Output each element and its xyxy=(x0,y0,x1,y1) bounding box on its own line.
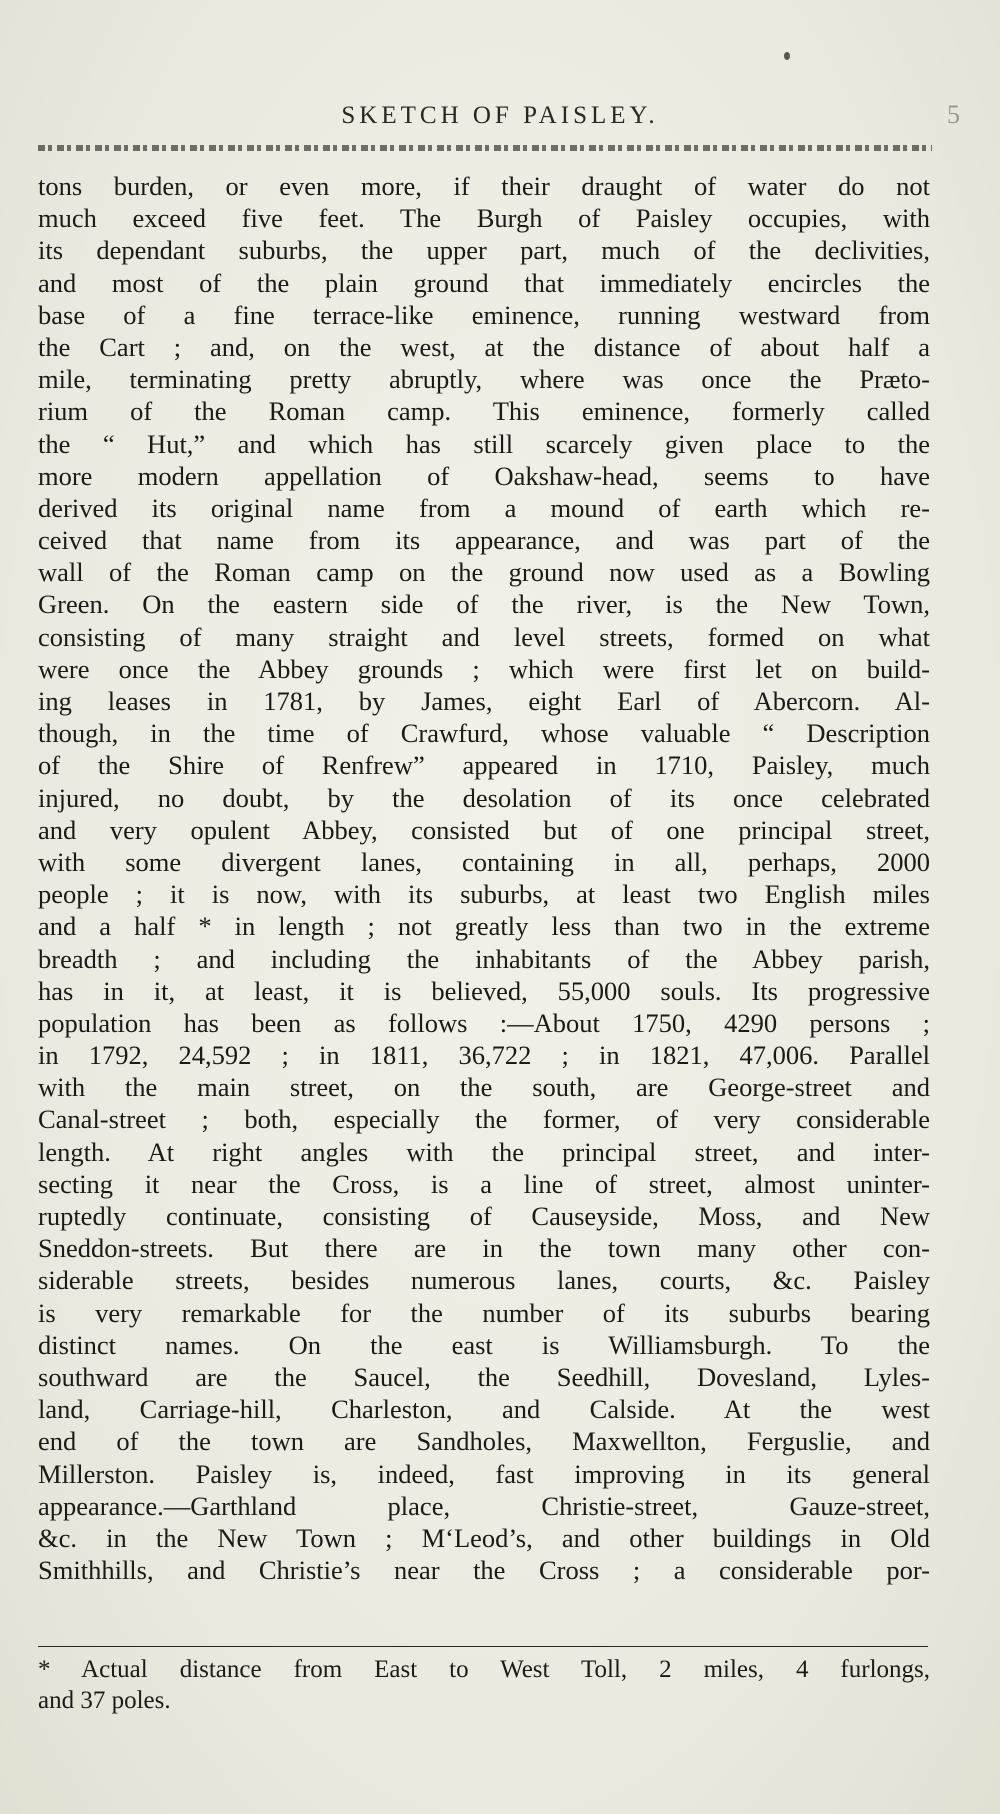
body-line: the Cart ; and, on the west, at the distance of about half a xyxy=(38,331,930,362)
body-line: is very remarkable for the number of its suburbs bearing xyxy=(38,1297,930,1328)
body-line: and most of the plain ground that immediately encircles the xyxy=(38,267,930,298)
body-line: Canal-street ; both, especially the former, of very considerable xyxy=(38,1104,930,1135)
running-title: SKETCH OF PAISLEY. xyxy=(341,102,659,129)
body-line: in 1792, 24,592 ; in 1811, 36,722 ; in 1821, 47,006. Parallel xyxy=(38,1040,930,1071)
body-line: end of the town are Sandholes, Maxwellton, Ferguslie, and xyxy=(38,1426,930,1457)
body-line: southward are the Saucel, the Seedhill, Dovesland, Lyles- xyxy=(38,1361,930,1392)
body-line: appearance.—Garthland place, Christie-street, Gauze-street, xyxy=(38,1490,930,1521)
body-line: rium of the Roman camp. This eminence, formerly called xyxy=(38,396,930,427)
body-line: the “ Hut,” and which has still scarcely given place to the xyxy=(38,428,930,459)
body-line: population has been as follows :—About 1750, 4290 persons ; xyxy=(38,1007,930,1038)
body-line: ing leases in 1781, by James, eight Earl of Abercorn. Al- xyxy=(38,686,930,716)
body-line: distinct names. On the east is Williamsburgh. To the xyxy=(38,1329,930,1360)
body-line: people ; it is now, with its suburbs, at least two English miles xyxy=(38,879,930,910)
body-line: Sneddon-streets. But there are in the town many other con- xyxy=(38,1233,930,1264)
body-text xyxy=(38,170,930,1586)
body-line: its dependant suburbs, the upper part, much of the declivities, xyxy=(38,235,930,266)
body-line: and a half * in length ; not greatly less than two in the extreme xyxy=(38,911,930,942)
body-line: ceived that name from its appearance, and was part of the xyxy=(38,525,930,556)
body-line: more modern appellation of Oakshaw-head, seems to have xyxy=(38,460,930,491)
body-line: Millerston. Paisley is, indeed, fast improving in its general xyxy=(38,1458,930,1489)
running-head xyxy=(0,96,1000,136)
header-ornamental-rule xyxy=(38,145,932,151)
body-line: with the main street, on the south, are George-street and xyxy=(38,1072,930,1103)
body-line: though, in the time of Crawfurd, whose valuable “ Description xyxy=(38,718,930,749)
body-line: &c. in the New Town ; M‘Leod’s, and other buildings in Old xyxy=(38,1522,930,1553)
body-line: secting it near the Cross, is a line of street, almost uninter- xyxy=(38,1168,930,1199)
body-line: base of a fine terrace-like eminence, running westward from xyxy=(38,299,930,330)
body-line: Green. On the eastern side of the river, is the New Town, xyxy=(38,589,930,620)
ink-speck xyxy=(784,52,790,60)
body-line: consisting of many straight and level streets, formed on what xyxy=(38,621,930,652)
body-line: derived its original name from a mound of earth which re- xyxy=(38,492,930,523)
footnote-line: * Actual distance from East to West Toll, 2 miles, 4 furlongs, xyxy=(38,1656,930,1683)
body-line: injured, no doubt, by the desolation of its once celebrated xyxy=(38,782,930,813)
body-line: and very opulent Abbey, consisted but of one principal street, xyxy=(38,814,930,845)
body-line: length. At right angles with the principal street, and inter- xyxy=(38,1136,930,1167)
body-line: wall of the Roman camp on the ground now used as a Bowling xyxy=(38,557,930,588)
body-line: of the Shire of Renfrew” appeared in 1710, Paisley, much xyxy=(38,750,930,781)
footnote-line: and 37 poles. xyxy=(38,1687,171,1714)
body-line: siderable streets, besides numerous lanes, courts, &c. Paisley xyxy=(38,1265,930,1296)
body-line: breadth ; and including the inhabitants of the Abbey parish, xyxy=(38,943,930,974)
body-line: Smithhills, and Christie’s near the Cross ; a considerable por- xyxy=(38,1555,930,1586)
page-number: 5 xyxy=(947,100,960,129)
body-line: mile, terminating pretty abruptly, where was once the Præto- xyxy=(38,364,930,395)
body-line: has in it, at least, it is believed, 55,000 souls. Its progressive xyxy=(38,975,930,1006)
footnote xyxy=(38,1654,930,1716)
body-line: land, Carriage-hill, Charleston, and Calside. At the west xyxy=(38,1394,930,1425)
body-line: ruptedly continuate, consisting of Causeyside, Moss, and New xyxy=(38,1201,930,1231)
body-line: were once the Abbey grounds ; which were first let on build- xyxy=(38,653,930,684)
body-line: tons burden, or even more, if their draught of water do not xyxy=(38,171,930,201)
body-line: much exceed five feet. The Burgh of Paisley occupies, with xyxy=(38,203,930,234)
footnote-rule xyxy=(38,1646,928,1647)
body-line: with some divergent lanes, containing in all, perhaps, 2000 xyxy=(38,846,930,877)
